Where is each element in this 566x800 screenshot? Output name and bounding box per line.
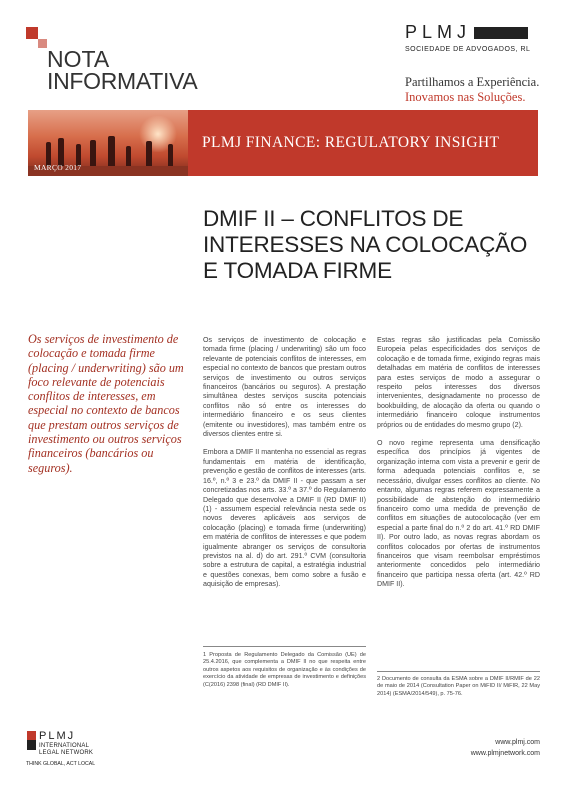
article-title — [203, 206, 527, 284]
issue-date: MARÇO 2017 — [34, 163, 82, 172]
nota-line1: NOTA — [47, 46, 110, 72]
title-line1: DMIF II – CONFLITOS DE — [203, 206, 464, 231]
title-line2: INTERESSES NA COLOCAÇÃO — [203, 232, 528, 257]
plmj-logo-subtitle: SOCIEDADE DE ADVOGADOS, RL — [405, 46, 531, 53]
photo-figure — [168, 144, 173, 168]
tagline-line1: Partilhamos a Experiência. — [405, 75, 540, 89]
footnote-1: 1 Proposta de Regulamento Delegado da Comissão (UE) de 25.4.2016, que complementa a DMIF II no que respeita entre outros aspetos aos requisitos de organização e às condições de exercício da atividade de empresas de investimento e definições (C(2016) 2398 (final) (RD DMIF II). — [203, 652, 366, 688]
paragraph: Os serviços de investimento de colocação e tomada firme (placing / underwriting) são um foco relevante de potenciais conflitos de interesses, em especial no contexto de bancos que prestam outros serviços de investimento ou outros serviços financeiros (bancários ou seguros). A prestação simultânea destes serviços suscita potenciais conflitos não só entre os interesses do intermediário financeiro e os seus clientes (emitente ou investidores), mas também entre os diversos clientes entre si. — [203, 336, 366, 439]
plmj-logo-word: PLMJ — [405, 22, 472, 42]
body-column-2 — [377, 336, 540, 599]
network-logo-slogan: THINK GLOBAL, ACT LOCAL — [26, 761, 96, 767]
nota-informativa-heading — [47, 48, 197, 92]
photo-figure — [108, 136, 115, 168]
footnote-rule — [377, 671, 540, 672]
paragraph: Estas regras são justificadas pela Comissão Europeia pelas especificidades dos serviços de colocação e de tomada firme, exigindo regras mais detalhadas em matéria de conflitos de interesses para estes serviços de modo a assegurar o respeito pelos interesses dos diversos intervenientes, designadamente no processo de bookbuilding, de alocação da oferta ou quando o intermediário financeiro coloque instrumentos próprios ou de entidades do mesmo grupo (2). — [377, 336, 540, 429]
tagline — [405, 75, 539, 105]
paragraph: Embora a DMIF II mantenha no essencial as regras fundamentais em matéria de identificação, prevenção e gestão de conflitos de interesses (arts. 16.º, n.º 3 e 23.º da DMIF II - que passam a ser concretizadas nos arts. 33.º a 37.º do Regulamento Delegado que desenvolve a DMIF II (RD DMIF II) (1) - assumem especial relevância nesta sede os novos deveres aplicáveis aos serviços de colocação (placing) e tomada firme (underwriting) em matéria de conflitos de interesses e que podem igualmente abranger os serviços de consultoria previstos na al. d) do art. 291.º CVM (consultoria sobre a estrutura de capital, a estratégia industrial e questões conexas, bem como sobre a fusão e aquisição de empresas). — [203, 448, 366, 589]
photo-figure — [126, 146, 131, 168]
photo-figure — [90, 140, 96, 168]
paragraph: O novo regime representa uma densificação específica dos princípios já vigentes de organização interna com vista a prevenir e gerir de forma adequada potenciais conflitos e, se necessário, divulgar esses conflitos ao cliente. No entanto, algumas regras referem expressamente a possibilidade de abstenção do intermediário financeiro como uma medida de prevenção de conflitos em situações de autocolocação (ver em especial a parte final do n.º 2 do art. 41.º RD DMIF II). Por outro lado, as novas regras abordam os conflitos colocados por ofertas de instrumentos financeiros que visam reembolsar empréstimos anteriormente concedidos pelo intermediário financeiro que participa nessa oferta (art. 42.º RD DMIF II). — [377, 439, 540, 589]
footnote-2: 2 Documento de consulta da ESMA sobre a DMIF II/RMIF de 22 de maio de 2014 (Consultation Paper on MiFID II/ MiFIR, 22 May 2014) (ESMA/2014/549), p. 75-76. — [377, 676, 540, 697]
photo-figure — [146, 141, 152, 168]
logo-square-pink — [38, 39, 47, 48]
nota-line2: INFORMATIVA — [47, 68, 198, 94]
section-title: PLMJ FINANCE: REGULATORY INSIGHT — [202, 134, 500, 151]
plmj-logo — [405, 22, 530, 53]
network-logo-line2: INTERNATIONAL — [39, 743, 90, 749]
network-website-link[interactable]: www.plmjnetwork.com — [470, 750, 540, 757]
plmj-logo-bar — [474, 27, 528, 39]
section-banner — [188, 110, 538, 176]
logo-mark-dark — [27, 740, 36, 750]
footer-links — [440, 737, 540, 759]
network-logo-word: PLMJ — [39, 730, 76, 742]
lead-quote: Os serviços de investimento de colocação e tomada firme (placing / underwriting) são um foco relevante de potenciais conflitos de interesses, em especial no contexto de bancos que prestam outros serviços de investimento ou outros serviços financeiros (bancários ou seguros). — [28, 332, 184, 475]
website-link[interactable]: www.plmj.com — [495, 739, 540, 746]
logo-mark-red — [27, 731, 36, 740]
title-line3: E TOMADA FIRME — [203, 258, 392, 283]
footnote-rule — [203, 646, 366, 647]
body-column-1 — [203, 336, 366, 599]
tagline-line2: Inovamos nas Soluções. — [405, 90, 526, 104]
logo-square-red — [26, 27, 38, 39]
network-logo-line3: LEGAL NETWORK — [39, 750, 94, 756]
